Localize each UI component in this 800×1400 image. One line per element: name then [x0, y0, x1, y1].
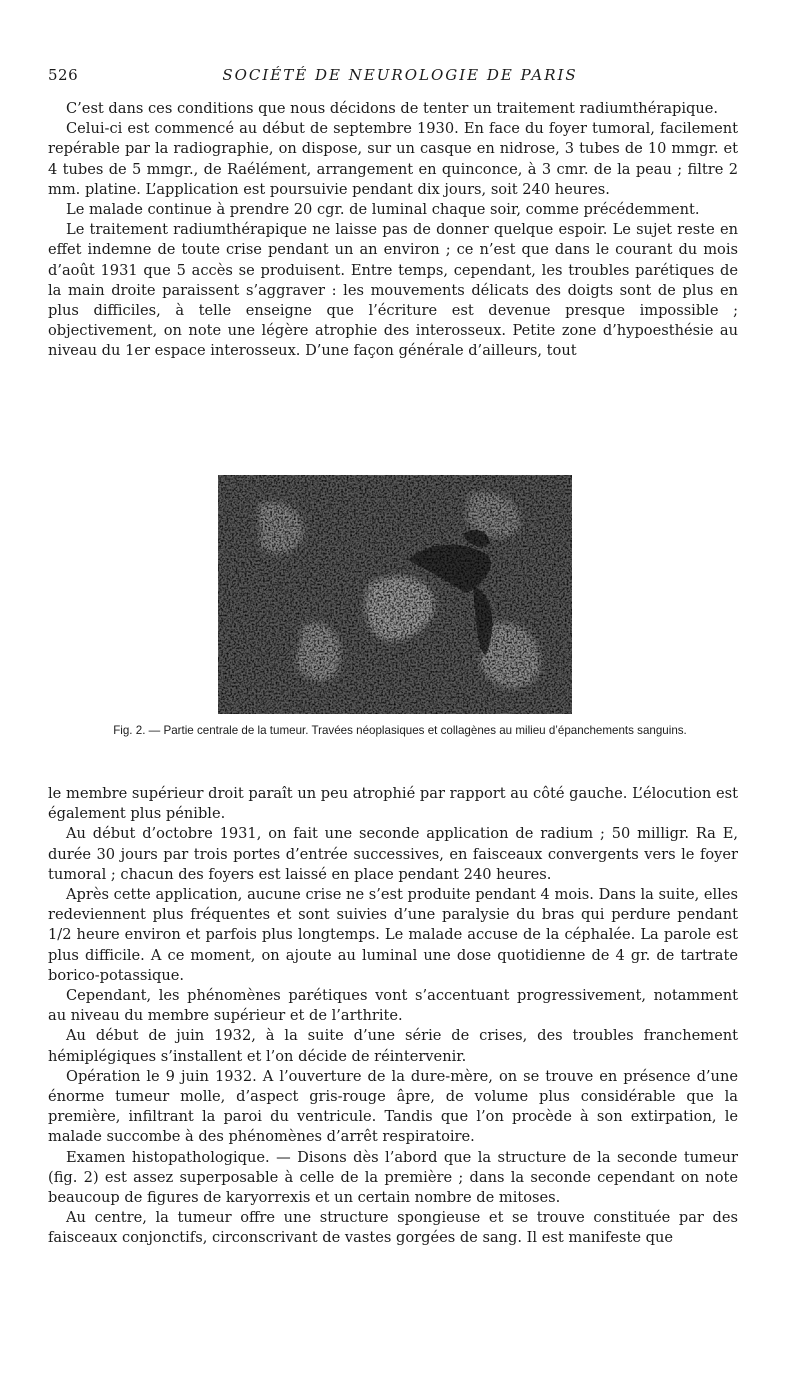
paragraph: Celui-ci est commencé au début de septembre 1930. En face du foyer tumoral, facilement repérable par la radiographie, on dispose, sur un casque en nidrose, 3 tubes de 10 mmgr. et 4 tubes de 5 mmgr., de Raélément, arrangement en quinconce, à 3 cmr. de la peau ; filtre 2 mm. platine. L’application est poursuivie pendant dix jours, soit 240 heures. [48, 120, 738, 198]
text-block-lower [48, 784, 738, 1249]
paragraph: Au début de juin 1932, à la suite d’une série de crises, des troubles franchement hémiplégiques s’installent et l’on décide de réintervenir. [48, 1027, 738, 1065]
paragraph: Cependant, les phénomènes parétiques vont s’accentuant progressivement, notamment au niveau du membre supérieur et de l’arthrite. [48, 987, 738, 1025]
text-block-upper [48, 99, 738, 362]
paragraph: Le traitement radiumthérapique ne laisse pas de donner quelque espoir. Le sujet reste en effet indemne de toute crise pendant un an environ ; ce n’est que dans le courant du mois d’août 1931 que 5 accès se produisent. Entre temps, cependant, les troubles parétiques de la main droite paraissent s’aggraver : les mouvements délicats des doigts sont de plus en plus difficiles, à telle enseigne que l’écriture est devenue presque impossible ; objectivement, on note une légère atrophie des interosseux. Petite zone d’hypoesthésie au niveau du 1er espace interosseux. D’une façon générale d’ailleurs, tout [48, 221, 738, 360]
paragraph: Au centre, la tumeur offre une structure spongieuse et se trouve constituée par des faisceaux conjonctifs, circonscrivant de vastes gorgées de sang. Il est manifeste que [48, 1209, 738, 1247]
running-title: SOCIÉTÉ DE NEUROLOGIE DE PARIS [222, 66, 578, 84]
figure-caption: Fig. 2. — Partie centrale de la tumeur. Travées néoplasiques et collagènes au milieu d’épanchements sanguins. [113, 724, 687, 737]
histology-micrograph [218, 475, 572, 714]
running-header [48, 66, 752, 88]
micrograph-image [218, 475, 572, 714]
paragraph: Le malade continue à prendre 20 cgr. de luminal chaque soir, comme précédemment. [66, 201, 700, 219]
paragraph: le membre supérieur droit paraît un peu atrophié par rapport au côté gauche. L’élocution est également plus pénible. [48, 785, 738, 823]
paragraph: Au début d’octobre 1931, on fait une seconde application de radium ; 50 milligr. Ra E, durée 30 jours par trois portes d’entrée successives, en faisceaux convergents vers le foyer tumoral ; chacun des foyers est laissé en place pendant 240 heures. [48, 825, 738, 883]
paragraph: Examen histopathologique. — Disons dès l’abord que la structure de la seconde tumeur (fig. 2) est assez superposable à celle de la première ; dans la seconde cependant on note beaucoup de figures de karyorrexis et un certain nombre de mitoses. [48, 1148, 738, 1207]
page-number: 526 [48, 66, 79, 84]
paragraph: Opération le 9 juin 1932. A l’ouverture de la dure-mère, on se trouve en présence d’une énorme tumeur molle, d’aspect gris-rouge âpre, de volume plus considérable que la première, infiltrant la paroi du ventricule. Tandis que l’on procède à son extirpation, le malade succombe à des phénomènes d’arrêt respiratoire. [48, 1067, 738, 1146]
paragraph: Après cette application, aucune crise ne s’est produite pendant 4 mois. Dans la suite, elles redeviennent plus fréquentes et sont suivies d’une paralysie du bras qui perdure pendant 1/2 heure environ et parfois plus longtemps. Le malade accuse de la céphalée. La parole est plus difficile. A ce moment, on ajoute au luminal une dose quotidienne de 4 gr. de tartrate borico-potassique. [48, 886, 738, 984]
paragraph: C’est dans ces conditions que nous décidons de tenter un traitement radiumthérapique. [66, 100, 719, 117]
